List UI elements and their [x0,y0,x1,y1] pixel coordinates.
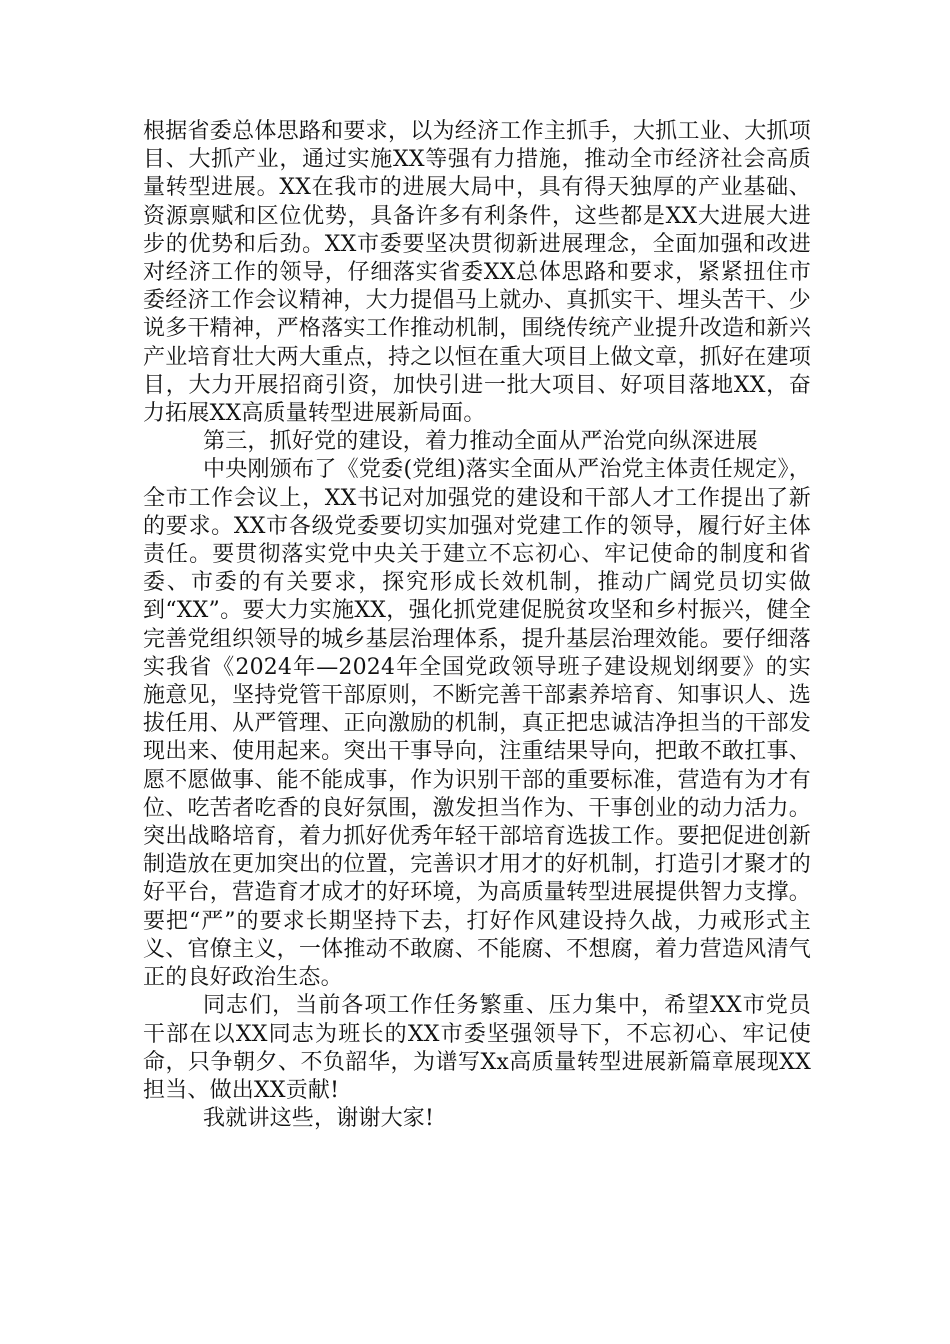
paragraph-closing-thanks: 我就讲这些，谢谢大家! [203,1106,435,1132]
paragraph-party-building: 中央刚颁布了《党委(党组)落实全面从严治党主体责任规定》，全市工作会议上，XX书记对加强党的建设和干部人才工作提出了新的要求。XX市各级党委要切实加强对党建工作的领导，履行好主体责任。要贯彻落实党中央关于建立不忘初心、牢记使命的制度和省委、市委的有关要求，探究形成长效机制，推动广阔党员切实做到“XX”。要大力实施XX，强化抓党建促脱贫攻坚和乡村振兴，健全完善党组织领导的城乡基层治理体系，提升基层治理效能。要仔细落实我省《2024年—2024年全国党政领导班子建设规划纲要》的实施意见，坚持党管干部原则，不断完善干部素养培育、知事识人、选拔任用、从严管理、正向激励的机制，真正把忠诚洁净担当的干部发现出来、使用起来。突出干事导向，注重结果导向，把敢不敢扛事、愿不愿做事、能不能成事，作为识别干部的重要标准，营造有为才有位、吃苦者吃香的良好氛围，激发担当作为、干事创业的动力活力。突出战略培育，着力抓好优秀年轻干部培育选拔工作。要把促进创新制造放在更加突出的位置，完善识才用才的好机制，打造引才聚才的好平台，营造育才成才的好环境，为高质量转型进展提供智力支撑。要把“严”的要求长期坚持下去，打好作风建设持久战，力戒形式主义、官僚主义，一体推动不敢腐、不能腐、不想腐，着力营造风清气正的良好政治生态。 [143,457,811,991]
section-heading-party-building: 第三，抓好党的建设，着力推动全面从严治党向纵深进展 [203,429,759,455]
document-body [143,118,811,1133]
paragraph-closing-appeal: 同志们，当前各项工作任务繁重、压力集中，希望XX市党员干部在以XX同志为班长的XX市委坚强领导下，不忘初心、牢记使命，只争朝夕、不负韶华，为谱写Xx高质量转型进展新篇章展现XX担当、做出XX贡献! [143,993,811,1103]
paragraph-economy: 根据省委总体思路和要求，以为经济工作主抓手，大抓工业、大抓项目、大抓产业，通过实施XX等强有力措施，推动全市经济社会高质量转型进展。XX在我市的进展大局中，具有得天独厚的产业基础、资源禀赋和区位优势，具备许多有利条件，这些都是XX大进展大进步的优势和后劲。XX市委要坚决贯彻新进展理念，全面加强和改进对经济工作的领导，仔细落实省委XX总体思路和要求，紧紧扭住市委经济工作会议精神，大力提倡马上就办、真抓实干、埋头苦干、少说多干精神，严格落实工作推动机制，围绕传统产业提升改造和新兴产业培育壮大两大重点，持之以恒在重大项目上做文章，抓好在建项目，大力开展招商引资，加快引进一批大项目、好项目落地XX，奋力拓展XX高质量转型进展新局面。 [143,119,811,427]
